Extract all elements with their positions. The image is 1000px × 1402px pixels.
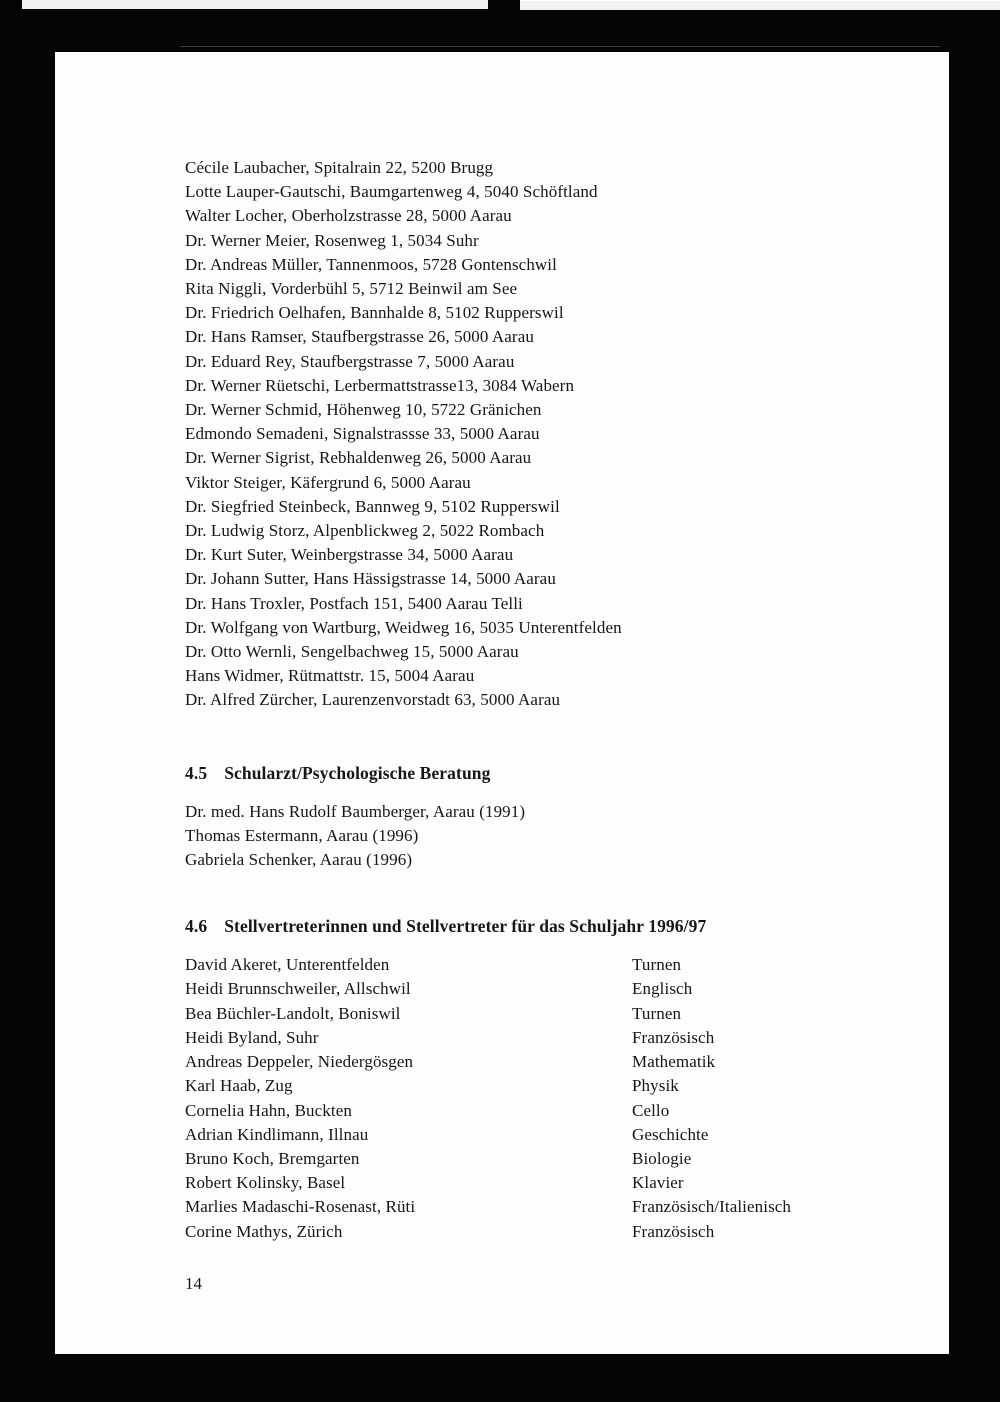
address-line: Dr. Otto Wernli, Sengelbachweg 15, 5000 Aarau bbox=[185, 642, 519, 662]
substitute-subject: Französisch bbox=[632, 1221, 715, 1241]
entry-line: Dr. med. Hans Rudolf Baumberger, Aarau (1991) bbox=[185, 801, 526, 821]
entry-line: Thomas Estermann, Aarau (1996) bbox=[185, 825, 419, 845]
section-title: Stellvertreterinnen und Stellvertreter für das Schuljahr 1996/97 bbox=[224, 916, 707, 937]
substitute-row bbox=[185, 1147, 909, 1171]
address-line: Cécile Laubacher, Spitalrain 22, 5200 Brugg bbox=[185, 158, 494, 177]
address-line: Dr. Alfred Zürcher, Laurenzenvorstadt 63, 5000 Aarau bbox=[185, 690, 561, 710]
substitute-name: Adrian Kindlimann, Illnau bbox=[185, 1124, 369, 1144]
substitute-subject: Turnen bbox=[632, 1003, 682, 1023]
address-line: Lotte Lauper-Gautschi, Baumgartenweg 4, 5040 Schöftland bbox=[185, 182, 598, 202]
substitute-subject: Mathematik bbox=[632, 1052, 716, 1072]
section-heading-4-5 bbox=[185, 761, 909, 785]
substitutes-table bbox=[185, 953, 909, 1243]
substitute-row bbox=[185, 1074, 909, 1098]
substitute-name: Cornelia Hahn, Buckten bbox=[185, 1100, 352, 1120]
address-line: Rita Niggli, Vorderbühl 5, 5712 Beinwil am See bbox=[185, 279, 518, 299]
address-line: Dr. Johann Sutter, Hans Hässigstrasse 14, 5000 Aarau bbox=[185, 569, 556, 589]
page-content bbox=[185, 156, 909, 1296]
address-line: Dr. Werner Rüetschi, Lerbermattstrasse13, 3084 Wabern bbox=[185, 375, 575, 395]
address-line: Dr. Werner Sigrist, Rebhaldenweg 26, 5000 Aarau bbox=[185, 448, 532, 468]
substitute-name: Corine Mathys, Zürich bbox=[185, 1221, 343, 1241]
substitute-subject: Englisch bbox=[632, 979, 693, 999]
substitute-name: Andreas Deppeler, Niedergösgen bbox=[185, 1052, 414, 1072]
scan-artifact-top-right bbox=[520, 0, 1000, 10]
section-number: 4.6 bbox=[185, 916, 208, 937]
substitute-row bbox=[185, 953, 909, 977]
substitute-row bbox=[185, 1123, 909, 1147]
address-line: Walter Locher, Oberholzstrasse 28, 5000 Aarau bbox=[185, 206, 512, 226]
address-line: Dr. Eduard Rey, Staufbergstrasse 7, 5000 Aarau bbox=[185, 351, 515, 371]
section-number: 4.5 bbox=[185, 762, 208, 783]
address-line: Dr. Hans Ramser, Staufbergstrasse 26, 5000 Aarau bbox=[185, 327, 534, 347]
address-line: Dr. Hans Troxler, Postfach 151, 5400 Aarau Telli bbox=[185, 593, 523, 613]
scan-artifact-top-left bbox=[22, 0, 488, 9]
substitute-row bbox=[185, 1171, 909, 1195]
section-heading-4-6 bbox=[185, 914, 909, 938]
substitute-subject: Physik bbox=[632, 1076, 679, 1096]
substitute-row bbox=[185, 977, 909, 1001]
scan-artifact-hairline bbox=[180, 46, 940, 47]
address-line: Dr. Friedrich Oelhafen, Bannhalde 8, 5102 Rupperswil bbox=[185, 303, 564, 323]
substitute-name: Bruno Koch, Bremgarten bbox=[185, 1148, 360, 1168]
school-doctor-list bbox=[185, 800, 909, 873]
substitute-name: Marlies Madaschi-Rosenast, Rüti bbox=[185, 1197, 416, 1217]
substitute-name: Heidi Byland, Suhr bbox=[185, 1027, 319, 1047]
substitute-name: Heidi Brunnschweiler, Allschwil bbox=[185, 979, 411, 999]
substitute-subject: Turnen bbox=[632, 955, 682, 975]
substitute-name: Karl Haab, Zug bbox=[185, 1076, 293, 1096]
substitute-name: Robert Kolinsky, Basel bbox=[185, 1173, 346, 1193]
address-list bbox=[185, 156, 909, 713]
address-line: Dr. Wolfgang von Wartburg, Weidweg 16, 5035 Unterentfelden bbox=[185, 617, 622, 637]
document-page bbox=[55, 52, 949, 1354]
substitute-subject: Französisch bbox=[632, 1027, 715, 1047]
substitute-name: David Akeret, Unterentfelden bbox=[185, 955, 390, 975]
address-line: Dr. Ludwig Storz, Alpenblickweg 2, 5022 Rombach bbox=[185, 521, 545, 541]
entry-line: Gabriela Schenker, Aarau (1996) bbox=[185, 850, 413, 870]
section-title: Schularzt/Psychologische Beratung bbox=[224, 762, 491, 783]
substitute-row bbox=[185, 1195, 909, 1219]
substitute-subject: Cello bbox=[632, 1100, 670, 1120]
address-line: Hans Widmer, Rütmattstr. 15, 5004 Aarau bbox=[185, 666, 475, 686]
substitute-subject: Geschichte bbox=[632, 1124, 709, 1144]
address-line: Viktor Steiger, Käfergrund 6, 5000 Aarau bbox=[185, 472, 471, 492]
substitute-subject: Klavier bbox=[632, 1173, 684, 1193]
substitute-row bbox=[185, 1050, 909, 1074]
substitute-name: Bea Büchler-Landolt, Boniswil bbox=[185, 1003, 401, 1023]
address-line: Dr. Werner Schmid, Höhenweg 10, 5722 Gränichen bbox=[185, 400, 542, 420]
address-line: Edmondo Semadeni, Signalstrassse 33, 5000 Aarau bbox=[185, 424, 540, 444]
substitute-row bbox=[185, 1220, 909, 1244]
page-number: 14 bbox=[185, 1273, 202, 1293]
address-line: Dr. Kurt Suter, Weinbergstrasse 34, 5000 Aarau bbox=[185, 545, 514, 565]
substitute-subject: Französisch/Italienisch bbox=[632, 1197, 792, 1217]
substitute-row bbox=[185, 1099, 909, 1123]
substitute-row bbox=[185, 1002, 909, 1026]
address-line: Dr. Siegfried Steinbeck, Bannweg 9, 5102 Rupperswil bbox=[185, 496, 560, 516]
substitute-subject: Biologie bbox=[632, 1148, 692, 1168]
address-line: Dr. Andreas Müller, Tannenmoos, 5728 Gontenschwil bbox=[185, 254, 557, 274]
address-line: Dr. Werner Meier, Rosenweg 1, 5034 Suhr bbox=[185, 230, 479, 250]
substitute-row bbox=[185, 1026, 909, 1050]
